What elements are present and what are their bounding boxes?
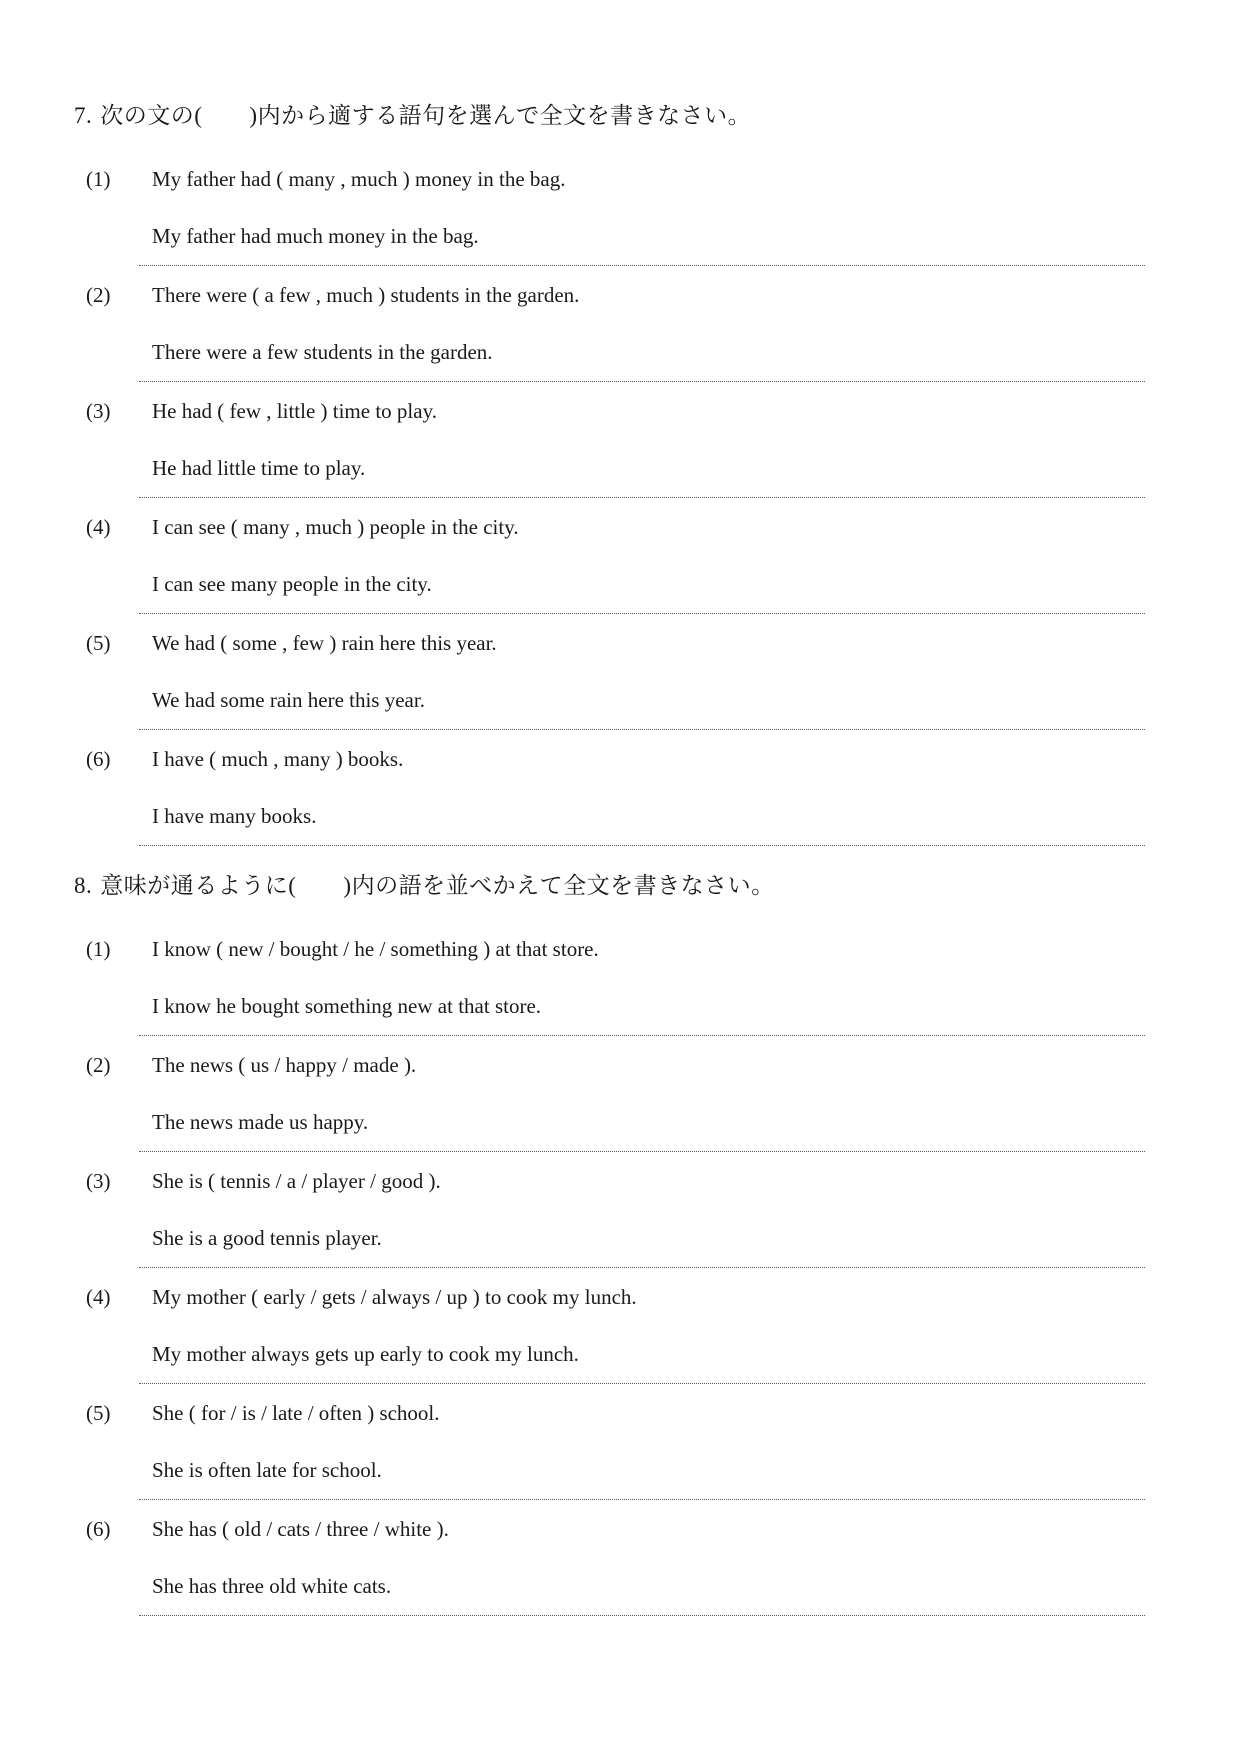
s8-item-1-question: I know ( new / bought / he / something ) at that store. <box>152 937 599 961</box>
s8-item-3-answer-line <box>139 1267 1145 1268</box>
s8-item-5-question: She ( for / is / late / often ) school. <box>152 1401 440 1425</box>
s7-item-5-answer-line <box>139 729 1145 730</box>
s8-item-6-number: (6) <box>86 1517 111 1541</box>
s8-item-5-answer: She is often late for school. <box>152 1458 382 1482</box>
s7-item-5-number: (5) <box>86 631 111 655</box>
section-7-instruction: 次の文の( )内から適する語句を選んで全文を書きなさい。 <box>100 103 752 128</box>
s7-item-1-question: My father had ( many , much ) money in the bag. <box>152 167 566 191</box>
s8-item-2-answer-line <box>139 1151 1145 1152</box>
s8-item-6-answer: She has three old white cats. <box>152 1574 392 1598</box>
s7-item-3-answer-line <box>139 497 1145 498</box>
section-7-title <box>74 101 751 131</box>
s8-item-6-question: She has ( old / cats / three / white ). <box>152 1517 449 1541</box>
s7-item-6-answer-line <box>139 845 1145 846</box>
section-8-instruction: 意味が通るように( )内の語を並べかえて全文を書きなさい。 <box>100 873 775 898</box>
s8-item-2-number: (2) <box>86 1053 111 1077</box>
s8-item-3-number: (3) <box>86 1169 111 1193</box>
section-7-number: 7. <box>74 103 93 128</box>
s7-item-3-answer: He had little time to play. <box>152 456 366 480</box>
s8-item-4-answer-line <box>139 1383 1145 1384</box>
section-8-title <box>74 871 775 901</box>
s8-item-3-question: She is ( tennis / a / player / good ). <box>152 1169 441 1193</box>
s7-item-4-question: I can see ( many , much ) people in the city. <box>152 515 519 539</box>
s7-item-6-number: (6) <box>86 747 111 771</box>
s7-item-2-answer-line <box>139 381 1145 382</box>
s7-item-2-question: There were ( a few , much ) students in the garden. <box>152 283 580 307</box>
s8-item-1-answer: I know he bought something new at that store. <box>152 994 542 1018</box>
s8-item-5-answer-line <box>139 1499 1145 1500</box>
s7-item-4-answer-line <box>139 613 1145 614</box>
section-8-number: 8. <box>74 873 93 898</box>
s8-item-5-number: (5) <box>86 1401 111 1425</box>
s7-item-1-number: (1) <box>86 167 111 191</box>
s7-item-6-answer: I have many books. <box>152 804 317 828</box>
s8-item-4-number: (4) <box>86 1285 111 1309</box>
s7-item-2-answer: There were a few students in the garden. <box>152 340 493 364</box>
s7-item-1-answer: My father had much money in the bag. <box>152 224 479 248</box>
s7-item-5-question: We had ( some , few ) rain here this year. <box>152 631 497 655</box>
s8-item-2-answer: The news made us happy. <box>152 1110 369 1134</box>
s7-item-5-answer: We had some rain here this year. <box>152 688 425 712</box>
s8-item-1-number: (1) <box>86 937 111 961</box>
s8-item-4-answer: My mother always gets up early to cook my lunch. <box>152 1342 579 1366</box>
s7-item-1-answer-line <box>139 265 1145 266</box>
s8-item-2-question: The news ( us / happy / made ). <box>152 1053 417 1077</box>
s7-item-3-number: (3) <box>86 399 111 423</box>
s8-item-1-answer-line <box>139 1035 1145 1036</box>
s7-item-3-question: He had ( few , little ) time to play. <box>152 399 437 423</box>
s8-item-6-answer-line <box>139 1615 1145 1616</box>
s7-item-4-answer: I can see many people in the city. <box>152 572 432 596</box>
s8-item-4-question: My mother ( early / gets / always / up ) to cook my lunch. <box>152 1285 637 1309</box>
s8-item-3-answer: She is a good tennis player. <box>152 1226 382 1250</box>
s7-item-4-number: (4) <box>86 515 111 539</box>
s7-item-6-question: I have ( much , many ) books. <box>152 747 404 771</box>
s7-item-2-number: (2) <box>86 283 111 307</box>
